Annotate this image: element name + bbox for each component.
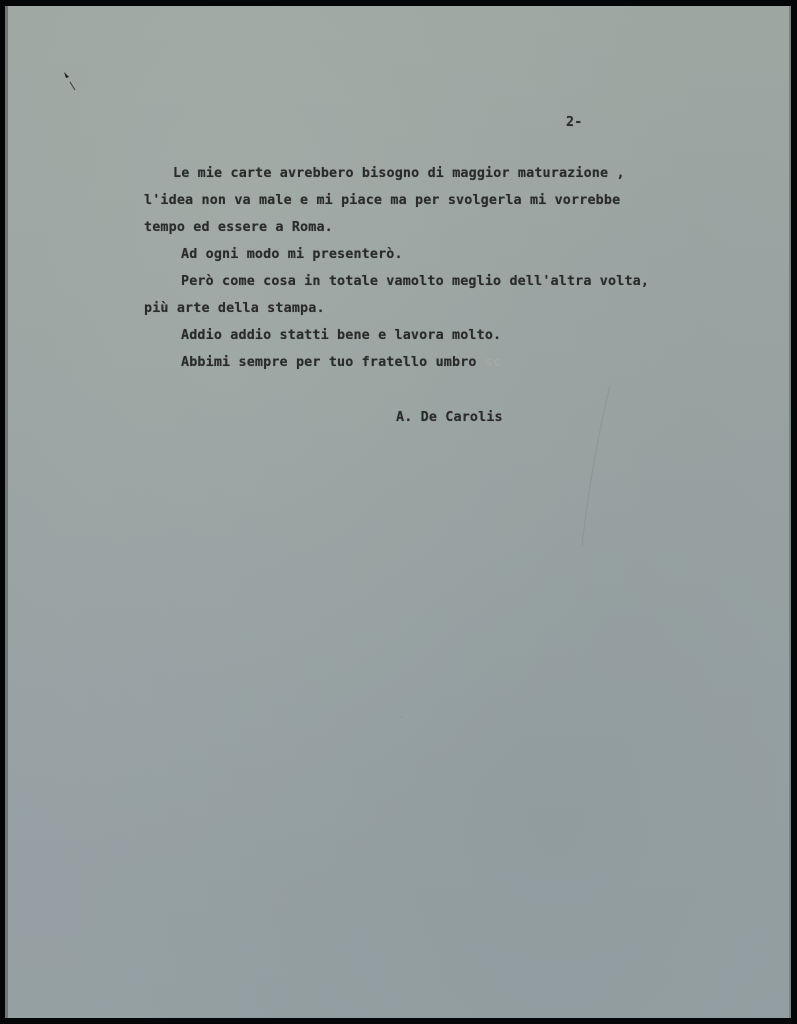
- page-edge-right: [789, 6, 791, 1018]
- paper-crease: [580, 386, 620, 546]
- ink-mark: [62, 68, 78, 92]
- letter-line-6: più arte della stampa.: [144, 301, 325, 316]
- signature: A. De Carolis: [396, 410, 503, 425]
- letter-line-8: [181, 355, 501, 370]
- letter-line-1: Le mie carte avrebbero bisogno di maggior maturazione ,: [173, 166, 625, 181]
- letter-line-2: l'idea non va male e mi piace ma per svolgerla mi vorrebbe: [144, 193, 621, 208]
- paper-speck: [401, 716, 403, 718]
- faint-trailing-text: sc: [484, 355, 502, 370]
- letter-line-4: Ad ogni modo mi presenterò.: [181, 247, 403, 262]
- letter-line-8-text: Abbimi sempre per tuo fratello umbro: [181, 355, 477, 370]
- page-number: 2-: [566, 115, 583, 130]
- page-edge-left: [5, 6, 8, 1018]
- letter-line-3: tempo ed essere a Roma.: [144, 220, 333, 235]
- letter-page: [5, 6, 791, 1018]
- letter-line-5: Però come cosa in totale vamolto meglio dell'altra volta,: [181, 274, 650, 289]
- letter-line-7: Addio addio statti bene e lavora molto.: [181, 328, 502, 343]
